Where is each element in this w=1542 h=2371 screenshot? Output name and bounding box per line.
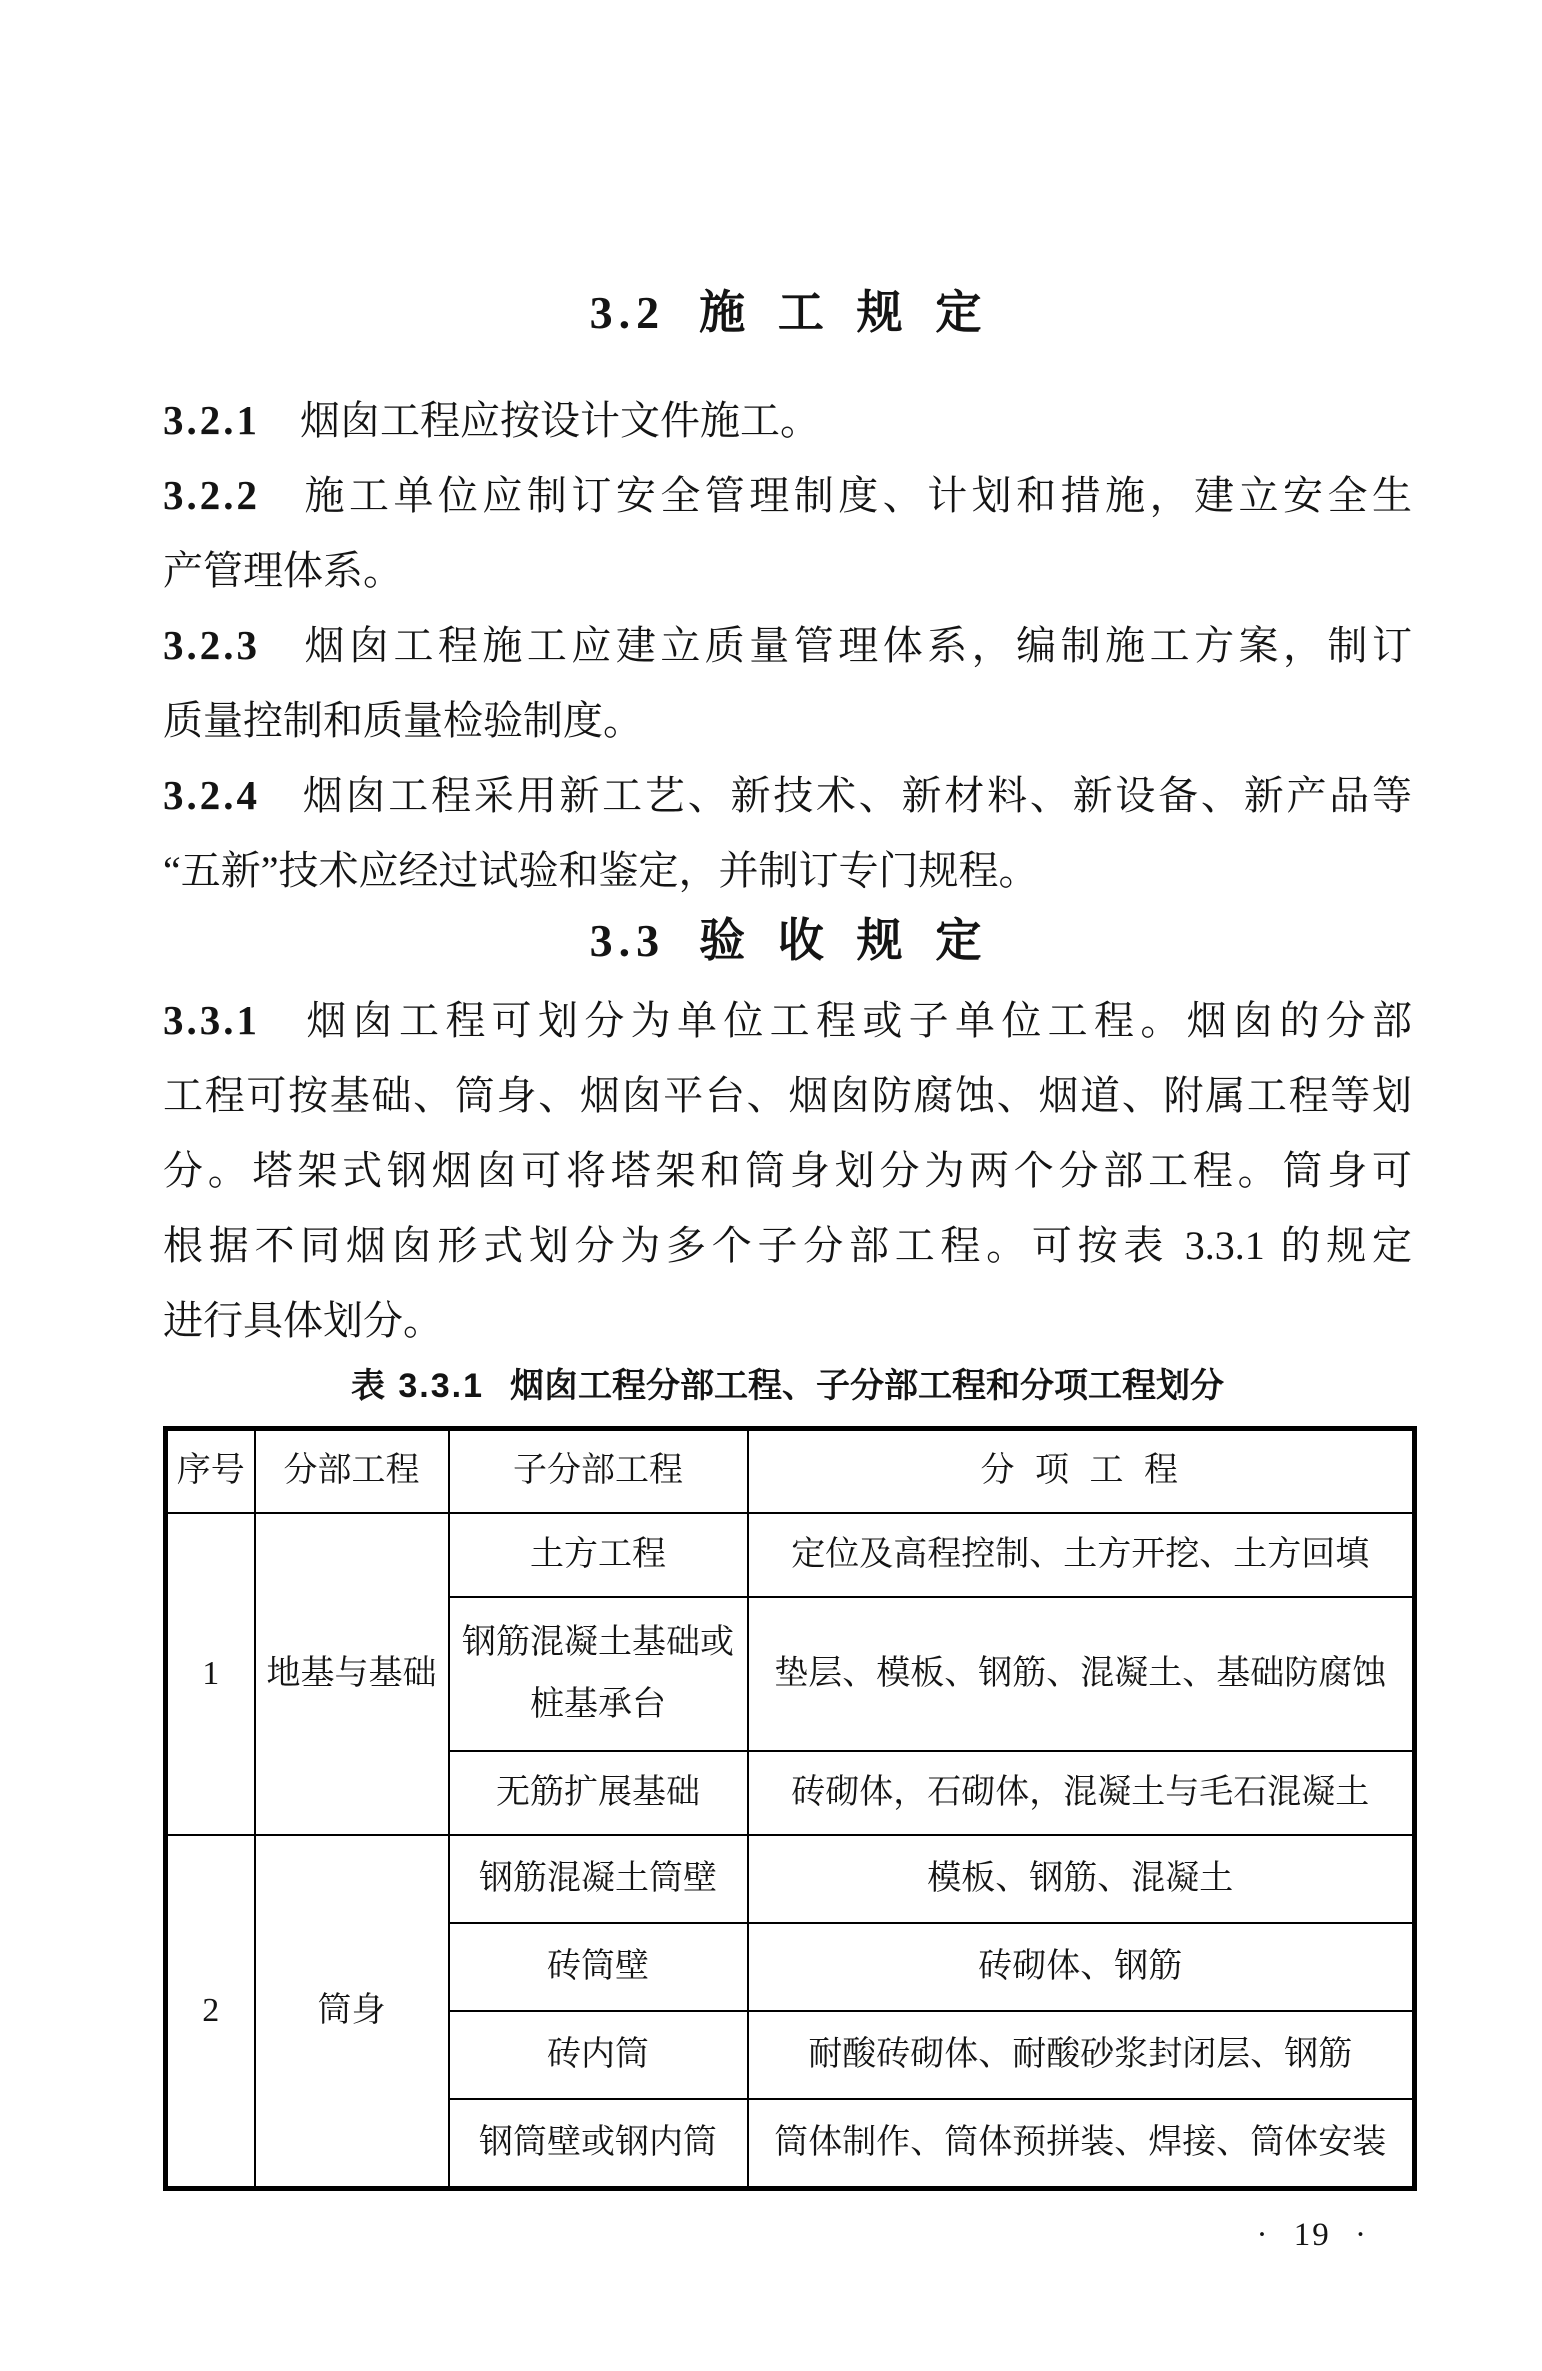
section-title: 验 收 规 定 [699,914,986,966]
clause-number: 3.2.1 [163,397,260,443]
clause-3-2-2-line-2 [163,533,1412,608]
clause-text: 工程可按基础、筒身、烟囱平台、烟囱防腐蚀、烟道、附属工程等划 [163,1073,1412,1118]
section-number: 3.2 [589,287,666,338]
clause-number: 3.2.3 [163,622,260,668]
header-cell-items: 分 项 工 程 [748,1429,1415,1513]
cell-group-no: 2 [166,1835,255,2189]
header-cell-sub: 子分部工程 [449,1429,748,1513]
clause-number: 3.2.4 [163,772,260,818]
clause-3-3-1-line-4 [163,1208,1412,1283]
cell-sub: 砖内筒 [449,2011,748,2099]
cell-items: 耐酸砖砌体、耐酸砂浆封闭层、钢筋 [748,2011,1415,2099]
clause-3-3-1-line-1 [163,983,1412,1058]
clause-text: 进行具体划分。 [163,1298,443,1343]
clause-3-2-3-line-2 [163,683,1412,758]
cell-items: 筒体制作、筒体预拼装、焊接、筒体安装 [748,2099,1415,2189]
clause-3-3-1-line-3 [163,1133,1412,1208]
cell-group-no: 1 [166,1513,255,1835]
section-heading-3-3 [163,908,1412,973]
cell-items: 定位及高程控制、土方开挖、土方回填 [748,1513,1415,1597]
table-caption-text: 烟囱工程分部工程、子分部工程和分项工程划分 [510,1367,1225,1405]
section-heading-3-2 [163,286,1412,339]
cell-sub: 钢筒壁或钢内筒 [449,2099,748,2189]
clause-text: 产管理体系。 [163,548,403,593]
section-3-3-body [163,983,1412,1358]
clause-3-2-3-line-1 [163,608,1412,683]
cell-sub: 土方工程 [449,1513,748,1597]
cell-items: 模板、钢筋、混凝土 [748,1835,1415,1923]
header-cell-no: 序号 [166,1429,255,1513]
cell-group-part: 地基与基础 [255,1513,449,1835]
table-row [166,1835,1415,1923]
cell-sub: 无筋扩展基础 [449,1751,748,1835]
clause-3-3-1-line-2 [163,1058,1412,1133]
clause-3-2-4-line-2 [163,833,1412,908]
clause-text: 质量控制和质量检验制度。 [163,698,643,743]
cell-sub: 钢筋混凝土筒壁 [449,1835,748,1923]
clause-text: 烟囱工程采用新工艺、新技术、新材料、新设备、新产品等 [300,773,1412,818]
clause-text: 烟囱工程施工应建立质量管理体系，编制施工方案，制订 [300,623,1412,668]
table-header-row [166,1429,1415,1513]
clause-3-3-1-line-5 [163,1283,1412,1358]
clause-3-2-1 [163,383,1412,458]
clause-text: 烟囱工程应按设计文件施工。 [300,398,820,443]
cell-items: 砖砌体，石砌体，混凝土与毛石混凝土 [748,1751,1415,1835]
table-caption-label: 表 3.3.1 [350,1367,485,1405]
section-number: 3.3 [589,915,666,966]
clause-text: “五新”技术应经过试验和鉴定，并制订专门规程。 [163,848,1039,893]
clause-text: 根据不同烟囱形式划分为多个子分部工程。可按表 3.3.1 的规定 [163,1223,1412,1268]
header-cell-part: 分部工程 [255,1429,449,1513]
table-caption [163,1364,1412,1408]
clause-number: 3.3.1 [163,997,260,1043]
clause-3-2-4-line-1 [163,758,1412,833]
cell-sub: 砖筒壁 [449,1923,748,2011]
page-number: · 19 · [1256,2217,1368,2253]
clause-text: 烟囱工程可划分为单位工程或子单位工程。烟囱的分部 [300,998,1412,1043]
page-content [163,286,1412,2191]
cell-items: 垫层、模板、钢筋、混凝土、基础防腐蚀 [748,1597,1415,1751]
clause-number: 3.2.2 [163,472,260,518]
clause-text: 分。塔架式钢烟囱可将塔架和筒身划分为两个分部工程。筒身可 [163,1148,1412,1193]
cell-sub: 钢筋混凝土基础或桩基承台 [449,1597,748,1751]
cell-items: 砖砌体、钢筋 [748,1923,1415,2011]
table-row [166,1513,1415,1597]
clause-text: 施工单位应制订安全管理制度、计划和措施，建立安全生 [300,473,1412,518]
clause-3-2-2-line-1 [163,458,1412,533]
section-title: 施 工 规 定 [699,286,986,338]
table-3-3-1 [163,1426,1417,2191]
section-3-2-body [163,383,1412,908]
cell-group-part: 筒身 [255,1835,449,2189]
